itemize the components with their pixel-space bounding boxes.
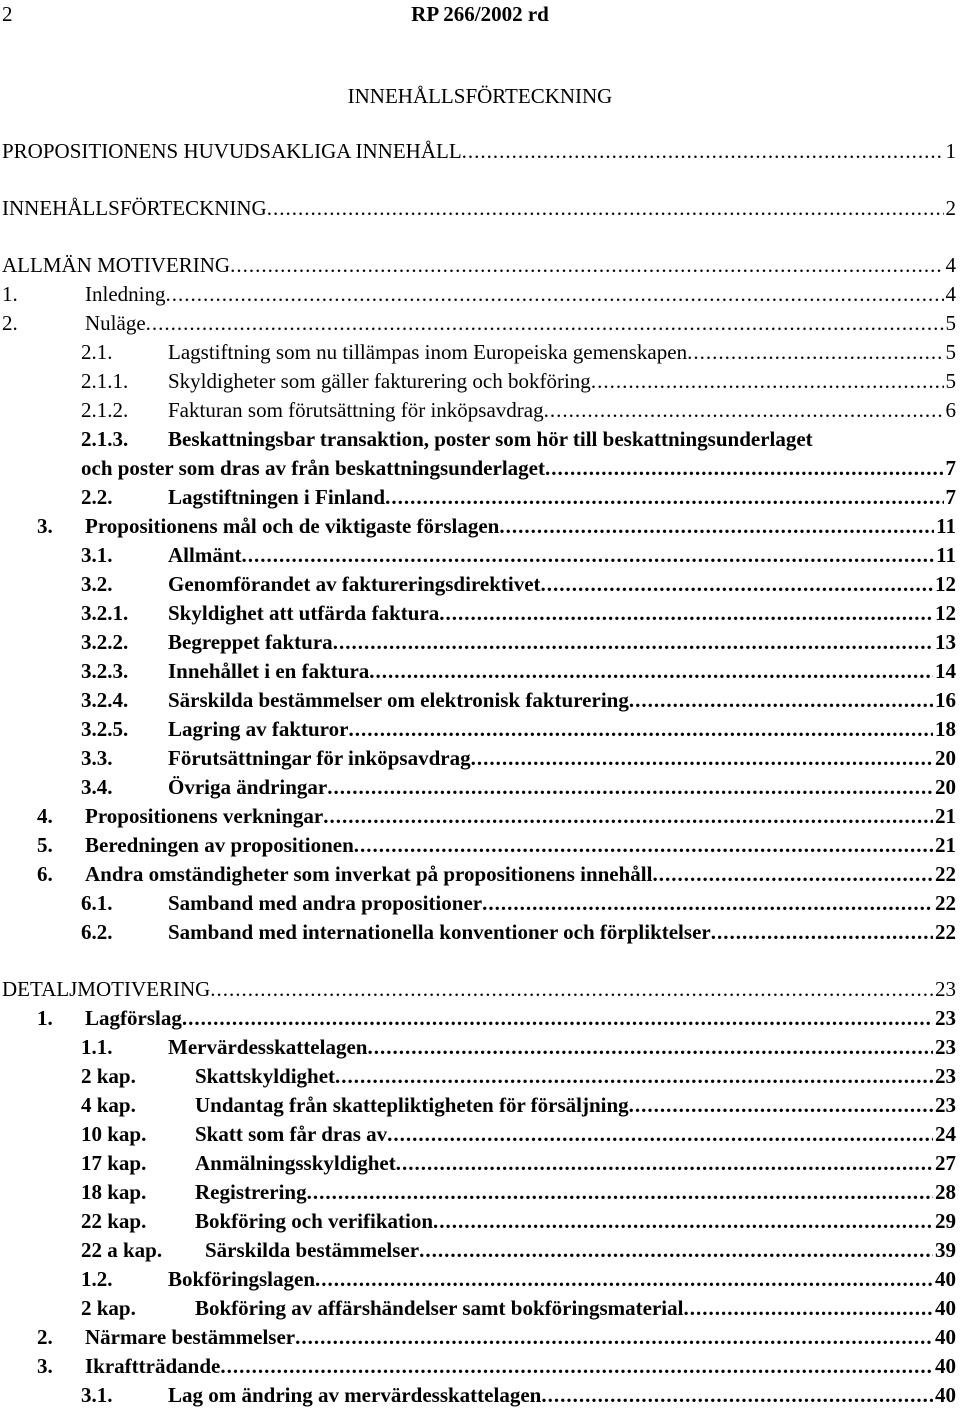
toc-entry-page: 12	[935, 601, 956, 625]
toc-entry-title: Propositionens mål och de viktigaste förslagen	[85, 514, 500, 538]
toc-entry-title: Genomförandet av faktureringsdirektivet	[168, 572, 541, 596]
toc-entry-title: Skatt som får dras av	[195, 1122, 388, 1146]
dot-leader	[307, 1178, 933, 1207]
toc-entry	[0, 715, 960, 744]
toc-entry-number: 1.1.	[81, 1035, 113, 1059]
toc-entry-title: Lagförslag	[85, 1006, 182, 1030]
toc-entry-page: 22	[935, 920, 956, 944]
toc-entry-number: 2.2.	[81, 485, 113, 509]
toc-entry-title: Nuläge	[85, 311, 146, 335]
toc-entry	[0, 599, 960, 628]
toc-entry-number: 2.1.1.	[81, 369, 129, 393]
toc-entry-title: Propositionens verkningar	[85, 804, 324, 828]
dot-leader	[545, 454, 944, 483]
dot-leader	[220, 1352, 933, 1381]
dot-leader	[433, 1207, 933, 1236]
toc-entry-title: Lag om ändring av mervärdesskattelagen	[168, 1383, 542, 1407]
toc-entry	[0, 1265, 960, 1294]
toc-entry-page: 20	[935, 746, 956, 770]
toc-entry-page: 27	[935, 1151, 956, 1175]
page-number: 2	[2, 2, 13, 26]
toc-entry	[0, 194, 960, 223]
toc-entry	[0, 628, 960, 657]
dot-leader	[482, 889, 933, 918]
toc-entry	[0, 309, 960, 338]
toc-entry	[0, 367, 960, 396]
toc-entry-number: 3.1.	[81, 1383, 113, 1407]
dot-leader	[652, 860, 933, 889]
dot-leader	[387, 1120, 933, 1149]
toc-entry-number: 3.2.4.	[81, 688, 129, 712]
dot-leader	[165, 280, 943, 309]
toc-entry-title: Fakturan som förutsättning för inköpsavdrag	[168, 398, 544, 422]
dot-leader	[541, 570, 933, 599]
toc-entry-page: 18	[935, 717, 956, 741]
toc-entry-title: Lagstiftning som nu tillämpas inom Europeiska gemenskapen	[168, 340, 688, 364]
toc-entry-title: Skyldighet att utfärda faktura	[168, 601, 440, 625]
toc-entry	[0, 773, 960, 802]
toc-entry-title: Närmare bestämmelser	[85, 1325, 296, 1349]
toc-entry	[0, 1149, 960, 1178]
toc-entry-number: 1.	[37, 1006, 53, 1030]
toc-entry-page: 40	[935, 1325, 956, 1349]
toc-entry-number: 3.	[37, 1354, 53, 1378]
dot-leader	[396, 1149, 933, 1178]
toc-entry	[0, 1294, 960, 1323]
toc-entry-title: Skyldigheter som gäller fakturering och bokföring	[168, 369, 591, 393]
toc-entry	[0, 975, 960, 1004]
toc-entry-page: 16	[935, 688, 956, 712]
toc-entry-page: 2	[945, 196, 956, 220]
toc-entry-number: 17 kap.	[81, 1151, 147, 1175]
toc-entry	[0, 1381, 960, 1410]
toc-entry-title: Lagring av fakturor	[168, 717, 349, 741]
toc-entry-title: Skattskyldighet	[195, 1064, 336, 1088]
toc-entry-title: Samband med internationella konventioner och förpliktelser	[168, 920, 711, 944]
toc-entry-title: Bokföringslagen	[168, 1267, 316, 1291]
toc-entry-number: 3.	[37, 514, 53, 538]
dot-leader	[385, 483, 943, 512]
toc-entry-title: Begreppet faktura	[168, 630, 333, 654]
toc-entry-page: 21	[935, 804, 956, 828]
toc-entry-page: 4	[945, 253, 956, 277]
toc-entry-number: 5.	[37, 833, 53, 857]
toc-entry	[0, 1323, 960, 1352]
dot-leader	[419, 1236, 933, 1265]
dot-leader	[541, 1381, 933, 1410]
dot-leader	[499, 512, 934, 541]
toc-entry-title: Andra omständigheter som inverkat på propositionens innehåll	[85, 862, 653, 886]
toc-entry-page: 7	[945, 485, 956, 509]
toc-entry-title: ALLMÄN MOTIVERING	[2, 253, 231, 277]
toc-entry-number: 4 kap.	[81, 1093, 136, 1117]
dot-leader	[267, 194, 944, 223]
toc-entry-number: 3.2.	[81, 572, 113, 596]
dot-leader	[315, 1265, 933, 1294]
toc-entry-page: 40	[935, 1296, 956, 1320]
toc-entry-number: 6.1.	[81, 891, 113, 915]
toc-entry-page: 28	[935, 1180, 956, 1204]
toc-entry	[0, 512, 960, 541]
toc-entry	[0, 918, 960, 947]
dot-leader	[230, 251, 943, 280]
toc-entry-number: 3.2.3.	[81, 659, 129, 683]
toc-entry	[0, 1178, 960, 1207]
toc-entry-title: Bokföring av affärshändelser samt bokföringsmaterial	[195, 1296, 684, 1320]
dot-leader	[327, 773, 933, 802]
toc-entry-page: 11	[936, 543, 956, 567]
toc-entry	[0, 1207, 960, 1236]
toc-entry-number: 2.1.	[81, 340, 113, 364]
dot-leader	[591, 367, 944, 396]
toc-entry	[0, 1004, 960, 1033]
toc-entry-title: DETALJMOTIVERING	[2, 977, 211, 1001]
dot-leader	[687, 338, 943, 367]
dot-leader	[210, 975, 933, 1004]
toc-entry-title: Inledning	[85, 282, 166, 306]
toc-entry-title: INNEHÅLLSFÖRTECKNING	[2, 196, 267, 220]
toc-entry-title: Särskilda bestämmelser om elektronisk fakturering	[168, 688, 629, 712]
dot-leader	[544, 396, 944, 425]
toc-entry	[0, 889, 960, 918]
toc-entry-number: 2.	[2, 311, 18, 335]
dot-leader	[295, 1323, 933, 1352]
toc-entry-page: 23	[935, 1035, 956, 1059]
toc-entry-title: Registrering	[195, 1180, 307, 1204]
toc-entry-page: 23	[935, 1093, 956, 1117]
page-header	[0, 0, 960, 29]
toc-entry-title: Särskilda bestämmelser	[205, 1238, 420, 1262]
toc-entry	[0, 1091, 960, 1120]
dot-leader	[629, 686, 933, 715]
dot-leader	[323, 802, 933, 831]
toc-entry	[0, 1352, 960, 1381]
toc-entry-title: Bokföring och verifikation	[195, 1209, 434, 1233]
toc-entry	[0, 860, 960, 889]
dot-leader	[242, 541, 935, 570]
toc-entry	[0, 338, 960, 367]
dot-leader	[367, 1033, 933, 1062]
toc-entry-title: Lagstiftningen i Finland	[168, 485, 386, 509]
toc-entry	[0, 686, 960, 715]
toc-entry	[0, 1033, 960, 1062]
toc-entry-page: 22	[935, 891, 956, 915]
toc-entry-title: Förutsättningar för inköpsavdrag	[168, 746, 471, 770]
toc-entry-title: Ikraftträdande	[85, 1354, 221, 1378]
toc-entry-page: 40	[935, 1267, 956, 1291]
toc-entry-page: 23	[935, 977, 956, 1001]
toc-entry-title: Innehållet i en faktura	[168, 659, 370, 683]
toc-entry	[0, 1120, 960, 1149]
toc-entry-page: 39	[935, 1238, 956, 1262]
toc-entry-title: och poster som dras av från beskattningsunderlaget	[81, 456, 545, 480]
toc-entry-number: 3.4.	[81, 775, 113, 799]
toc-entry-number: 2.	[37, 1325, 53, 1349]
dot-leader	[354, 831, 933, 860]
dot-leader	[369, 657, 933, 686]
toc-entry	[0, 137, 960, 166]
toc-entry-title: Övriga ändringar	[168, 775, 328, 799]
dot-leader	[182, 1004, 933, 1033]
document-reference: RP 266/2002 rd	[411, 2, 549, 26]
toc-entry-number: 10 kap.	[81, 1122, 147, 1146]
toc-entry-page: 21	[935, 833, 956, 857]
toc-entry	[0, 1236, 960, 1265]
dot-leader	[683, 1294, 933, 1323]
toc-entry	[0, 1062, 960, 1091]
toc-entry-number: 6.2.	[81, 920, 113, 944]
toc-entry-page: 4	[945, 282, 956, 306]
toc-entry-page: 12	[935, 572, 956, 596]
toc-entry	[0, 802, 960, 831]
toc-entry-number: 4.	[37, 804, 53, 828]
toc-entry-page: 5	[945, 340, 956, 364]
toc-entry-continuation	[0, 454, 960, 483]
toc-entry	[0, 280, 960, 309]
dot-leader	[348, 715, 933, 744]
table-of-contents	[0, 137, 960, 1410]
toc-entry-number: 1.2.	[81, 1267, 113, 1291]
toc-entry-number: 1.	[2, 282, 18, 306]
toc-entry-title: Beskattningsbar transaktion, poster som hör till beskattningsunderlaget	[168, 427, 813, 451]
toc-entry-page: 1	[945, 139, 956, 163]
toc-entry-title: Beredningen av propositionen	[85, 833, 354, 857]
toc-entry-number: 3.2.1.	[81, 601, 129, 625]
toc-entry	[0, 483, 960, 512]
toc-entry-number: 3.2.2.	[81, 630, 129, 654]
toc-entry-number: 2.1.2.	[81, 398, 129, 422]
toc-entry-page: 23	[935, 1006, 956, 1030]
toc-entry-title: Mervärdesskattelagen	[168, 1035, 368, 1059]
dot-leader	[711, 918, 933, 947]
dot-leader	[146, 309, 944, 338]
toc-entry-title: PROPOSITIONENS HUVUDSAKLIGA INNEHÅLL	[2, 139, 462, 163]
toc-entry	[0, 425, 960, 454]
toc-entry-title: Samband med andra propositioner	[168, 891, 483, 915]
toc-entry-page: 23	[935, 1064, 956, 1088]
toc-entry-page: 11	[936, 514, 956, 538]
toc-entry	[0, 570, 960, 599]
toc-entry-number: 3.3.	[81, 746, 113, 770]
toc-entry-title: Undantag från skattepliktigheten för försäljning	[195, 1093, 629, 1117]
toc-entry-page: 5	[945, 311, 956, 335]
toc-entry	[0, 396, 960, 425]
dot-leader	[471, 744, 933, 773]
toc-entry-number: 22 kap.	[81, 1209, 147, 1233]
toc-entry-number: 18 kap.	[81, 1180, 147, 1204]
toc-entry-page: 7	[945, 456, 956, 480]
toc-entry	[0, 831, 960, 860]
toc-entry	[0, 541, 960, 570]
toc-entry	[0, 251, 960, 280]
dot-leader	[333, 628, 933, 657]
toc-entry-number: 3.1.	[81, 543, 113, 567]
toc-entry-page: 24	[935, 1122, 956, 1146]
toc-entry	[0, 657, 960, 686]
dot-leader	[335, 1062, 933, 1091]
dot-leader	[462, 137, 944, 166]
toc-entry-number: 2.1.3.	[81, 427, 129, 451]
toc-entry-title: Allmänt	[168, 543, 242, 567]
dot-leader	[629, 1091, 933, 1120]
toc-entry-page: 14	[935, 659, 956, 683]
toc-heading: INNEHÅLLSFÖRTECKNING	[347, 84, 613, 108]
toc-entry-page: 22	[935, 862, 956, 886]
toc-entry-number: 3.2.5.	[81, 717, 129, 741]
toc-entry-page: 40	[935, 1354, 956, 1378]
toc-entry-number: 2 kap.	[81, 1296, 136, 1320]
toc-entry-page: 13	[935, 630, 956, 654]
toc-entry-number: 6.	[37, 862, 53, 886]
toc-entry-page: 20	[935, 775, 956, 799]
toc-entry-title: Anmälningsskyldighet	[195, 1151, 396, 1175]
toc-entry-number: 22 a kap.	[81, 1238, 163, 1262]
toc-entry-page: 40	[935, 1383, 956, 1407]
toc-entry-number: 2 kap.	[81, 1064, 136, 1088]
toc-entry	[0, 744, 960, 773]
dot-leader	[439, 599, 933, 628]
toc-entry-page: 29	[935, 1209, 956, 1233]
toc-entry-page: 6	[945, 398, 956, 422]
toc-entry-page: 5	[945, 369, 956, 393]
